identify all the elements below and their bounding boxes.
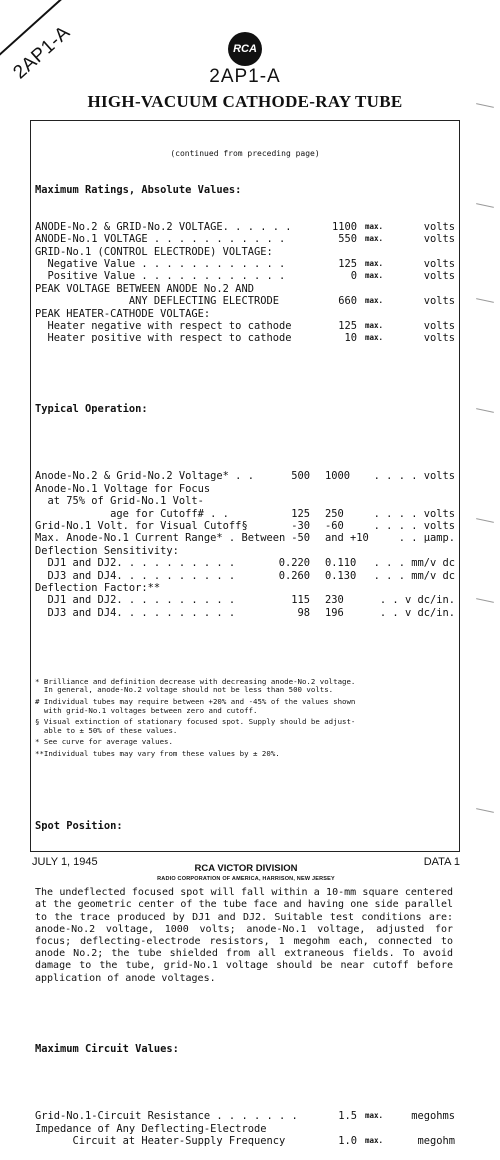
row-value-500v: -30 bbox=[291, 519, 310, 532]
row-label: DJ3 and DJ4. . . . . . . . . . bbox=[35, 569, 236, 582]
row-label: Heater positive with respect to cathode bbox=[35, 332, 292, 345]
corporation-line: RADIO CORPORATION OF AMERICA, HARRISON, NEW JERSEY bbox=[157, 876, 335, 882]
division-name: RCA VICTOR DIVISION bbox=[194, 863, 298, 874]
typical-operation-heading: Typical Operation: bbox=[35, 403, 148, 416]
table-row bbox=[35, 1110, 455, 1122]
table-row bbox=[35, 246, 455, 258]
data-sheet-content bbox=[35, 124, 455, 1160]
page-footer bbox=[32, 856, 460, 906]
row-value-500v: 125 bbox=[291, 507, 310, 520]
row-qualifier: max. bbox=[365, 1136, 384, 1146]
table-row bbox=[35, 308, 455, 320]
row-label: ANODE-No.1 VOLTAGE . . . . . . . . . . . bbox=[35, 233, 286, 246]
row-unit: volts bbox=[423, 258, 455, 271]
row-label: DJ1 and DJ2. . . . . . . . . . bbox=[35, 594, 236, 607]
row-value: 125 bbox=[338, 258, 357, 271]
circuit-values-heading: Maximum Circuit Values: bbox=[35, 1043, 179, 1056]
row-value-1000v: 0.110 bbox=[325, 557, 357, 570]
table-row bbox=[35, 570, 455, 582]
row-label: Heater negative with respect to cathode bbox=[35, 319, 292, 332]
row-value: 0 bbox=[350, 270, 357, 283]
row-label: Negative Value . . . . . . . . . . . . bbox=[35, 258, 286, 271]
continued-note: (continued from preceding page) bbox=[170, 148, 320, 158]
data-code: DATA 1 bbox=[423, 856, 460, 868]
edge-mark bbox=[476, 518, 494, 523]
circuit-values-table bbox=[35, 1110, 455, 1147]
footnote: * See curve for average values. bbox=[35, 737, 173, 747]
footnote: **Individual tubes may vary from these values by ± 20%. bbox=[35, 748, 280, 758]
edge-mark bbox=[476, 203, 494, 208]
table-row bbox=[35, 495, 455, 507]
row-label: Anode-No.1 Voltage for Focus bbox=[35, 482, 211, 495]
row-label: Impedance of Any Deflecting-Electrode bbox=[35, 1122, 267, 1135]
table-row bbox=[35, 320, 455, 332]
table-row bbox=[35, 233, 455, 245]
row-label: PEAK VOLTAGE BETWEEN ANODE No.2 AND bbox=[35, 282, 254, 295]
tube-number: 2AP1-A bbox=[209, 66, 281, 87]
table-row bbox=[35, 594, 455, 606]
table-row bbox=[35, 607, 455, 619]
spot-position-heading: Spot Position: bbox=[35, 820, 123, 833]
row-label: Grid-No.1-Circuit Resistance . . . . . . . bbox=[35, 1110, 298, 1123]
table-row bbox=[35, 295, 455, 307]
table-row bbox=[35, 221, 455, 233]
row-value: 660 bbox=[338, 295, 357, 308]
row-value-500v: 0.260 bbox=[278, 569, 310, 582]
table-row bbox=[35, 1135, 455, 1147]
max-ratings-table bbox=[35, 221, 455, 345]
row-value-500v: 98 bbox=[297, 606, 310, 619]
row-qualifier: max. bbox=[365, 333, 384, 343]
table-row bbox=[35, 508, 455, 520]
row-label: Max. Anode-No.1 Current Range* . Between bbox=[35, 532, 286, 545]
footnote: § Visual extinction of stationary focused spot. Supply should be adjust- able to ± 50% of these values. bbox=[35, 717, 356, 735]
row-label: at 75% of Grid-No.1 Volt- bbox=[35, 495, 204, 508]
row-label: PEAK HEATER-CATHODE VOLTAGE: bbox=[35, 307, 211, 320]
row-unit: volts bbox=[423, 270, 455, 283]
row-unit: volts bbox=[423, 233, 455, 246]
footnote: # Individual tubes may require between +20% and -45% of the values shown with grid-No.1 voltages between zero and cutoff. bbox=[35, 696, 356, 715]
table-row bbox=[35, 483, 455, 495]
spot-position-text: The undeflected focused spot will fall within a 10-mm square centered at the geometric center of the tube face and having one side parallel to the trace produced by DJ1 and DJ2. Suitable test conditions are: anode-No.2 voltage, 1000 volts; anode-No.1 voltage, adjusted for focus; deflecting-electrode resistors, 1 megohm each, connected to anode No.2; the tube shielded from all extraneous fields. To avoid damage to the tube, grid-No.1 voltage should be near cutoff before application of anode voltages. bbox=[35, 887, 453, 984]
row-unit: . . . . volts bbox=[373, 507, 455, 520]
row-label: Deflection Sensitivity: bbox=[35, 544, 179, 557]
row-unit: . . . mm/v dc bbox=[373, 557, 455, 570]
row-qualifier: max. bbox=[365, 1111, 384, 1121]
row-unit: volts bbox=[423, 295, 455, 308]
row-value: 1.5 bbox=[338, 1110, 357, 1123]
table-row bbox=[35, 332, 455, 344]
row-value: 125 bbox=[338, 319, 357, 332]
page-title: HIGH-VACUUM CATHODE-RAY TUBE bbox=[87, 92, 403, 111]
row-qualifier: max. bbox=[365, 234, 384, 244]
row-value-500v: 115 bbox=[291, 594, 310, 607]
row-label: Anode-No.2 & Grid-No.2 Voltage* . . bbox=[35, 470, 254, 483]
table-row bbox=[35, 532, 455, 544]
row-value: 10 bbox=[344, 332, 357, 345]
rca-logo: RCA bbox=[228, 32, 262, 66]
row-qualifier: max. bbox=[365, 259, 384, 269]
row-value-1000v: and +10 bbox=[325, 532, 369, 545]
issue-date: JULY 1, 1945 bbox=[32, 856, 98, 868]
row-value-500v: 500 bbox=[291, 470, 310, 483]
row-unit: . . μamp. bbox=[398, 532, 455, 545]
row-unit: . . v dc/in. bbox=[379, 606, 455, 619]
row-label: Grid-No.1 Volt. for Visual Cutoff§ bbox=[35, 519, 248, 532]
table-row bbox=[35, 270, 455, 282]
row-unit: . . . mm/v dc bbox=[373, 569, 455, 582]
row-label: Positive Value . . . . . . . . . . . . bbox=[35, 270, 286, 283]
edge-mark bbox=[476, 598, 494, 603]
table-row bbox=[35, 258, 455, 270]
row-label: ANY DEFLECTING ELECTRODE bbox=[35, 295, 279, 308]
table-row bbox=[35, 283, 455, 295]
row-unit: . . . . volts bbox=[373, 519, 455, 532]
row-value-500v: -50 bbox=[291, 532, 310, 545]
footnote: * Brilliance and definition decrease with decreasing anode-No.2 voltage. In general, anode-No.2 voltage should not be less than 500 volts. bbox=[35, 676, 356, 695]
table-row bbox=[35, 545, 455, 557]
row-qualifier: max. bbox=[365, 221, 384, 231]
table-row bbox=[35, 582, 455, 594]
row-value-1000v: 1000 bbox=[325, 470, 351, 483]
row-value-1000v: -60 bbox=[325, 519, 344, 532]
row-value-1000v: 250 bbox=[325, 507, 344, 520]
row-qualifier: max. bbox=[365, 296, 384, 306]
row-label: DJ3 and DJ4. . . . . . . . . . bbox=[35, 606, 236, 619]
row-unit: megohm bbox=[417, 1135, 455, 1148]
row-unit: . . v dc/in. bbox=[379, 594, 455, 607]
table-row bbox=[35, 520, 455, 532]
row-value-500v: 0.220 bbox=[278, 557, 310, 570]
row-value-1000v: 0.130 bbox=[325, 569, 357, 582]
edge-mark bbox=[476, 808, 494, 813]
table-row bbox=[35, 557, 455, 569]
row-qualifier: max. bbox=[365, 271, 384, 281]
row-value-1000v: 230 bbox=[325, 594, 344, 607]
row-label: age for Cutoff# . . bbox=[35, 507, 229, 520]
row-value: 550 bbox=[338, 233, 357, 246]
row-unit: volts bbox=[423, 319, 455, 332]
max-ratings-heading: Maximum Ratings, Absolute Values: bbox=[35, 183, 242, 196]
row-label: ANODE-No.2 & GRID-No.2 VOLTAGE. . . . . . bbox=[35, 220, 292, 233]
typical-operation-table bbox=[35, 470, 455, 619]
table-row bbox=[35, 470, 455, 482]
footnotes bbox=[35, 678, 455, 759]
row-label: Circuit at Heater-Supply Frequency bbox=[35, 1135, 286, 1148]
row-unit: volts bbox=[423, 220, 455, 233]
row-unit: . . . . volts bbox=[373, 470, 455, 483]
row-value: 1.0 bbox=[338, 1135, 357, 1148]
row-qualifier: max. bbox=[365, 320, 384, 330]
table-row bbox=[35, 1123, 455, 1135]
row-value: 1100 bbox=[331, 220, 357, 233]
corner-tube-tag: 2AP1-A bbox=[9, 21, 75, 84]
row-unit: megohms bbox=[411, 1110, 455, 1123]
row-label: GRID-No.1 (CONTROL ELECTRODE) VOLTAGE: bbox=[35, 245, 273, 258]
row-value-1000v: 196 bbox=[325, 606, 344, 619]
row-label: Deflection Factor:** bbox=[35, 581, 161, 594]
row-label: DJ1 and DJ2. . . . . . . . . . bbox=[35, 557, 236, 570]
edge-mark bbox=[476, 408, 494, 413]
edge-mark bbox=[476, 298, 494, 303]
row-unit: volts bbox=[423, 332, 455, 345]
